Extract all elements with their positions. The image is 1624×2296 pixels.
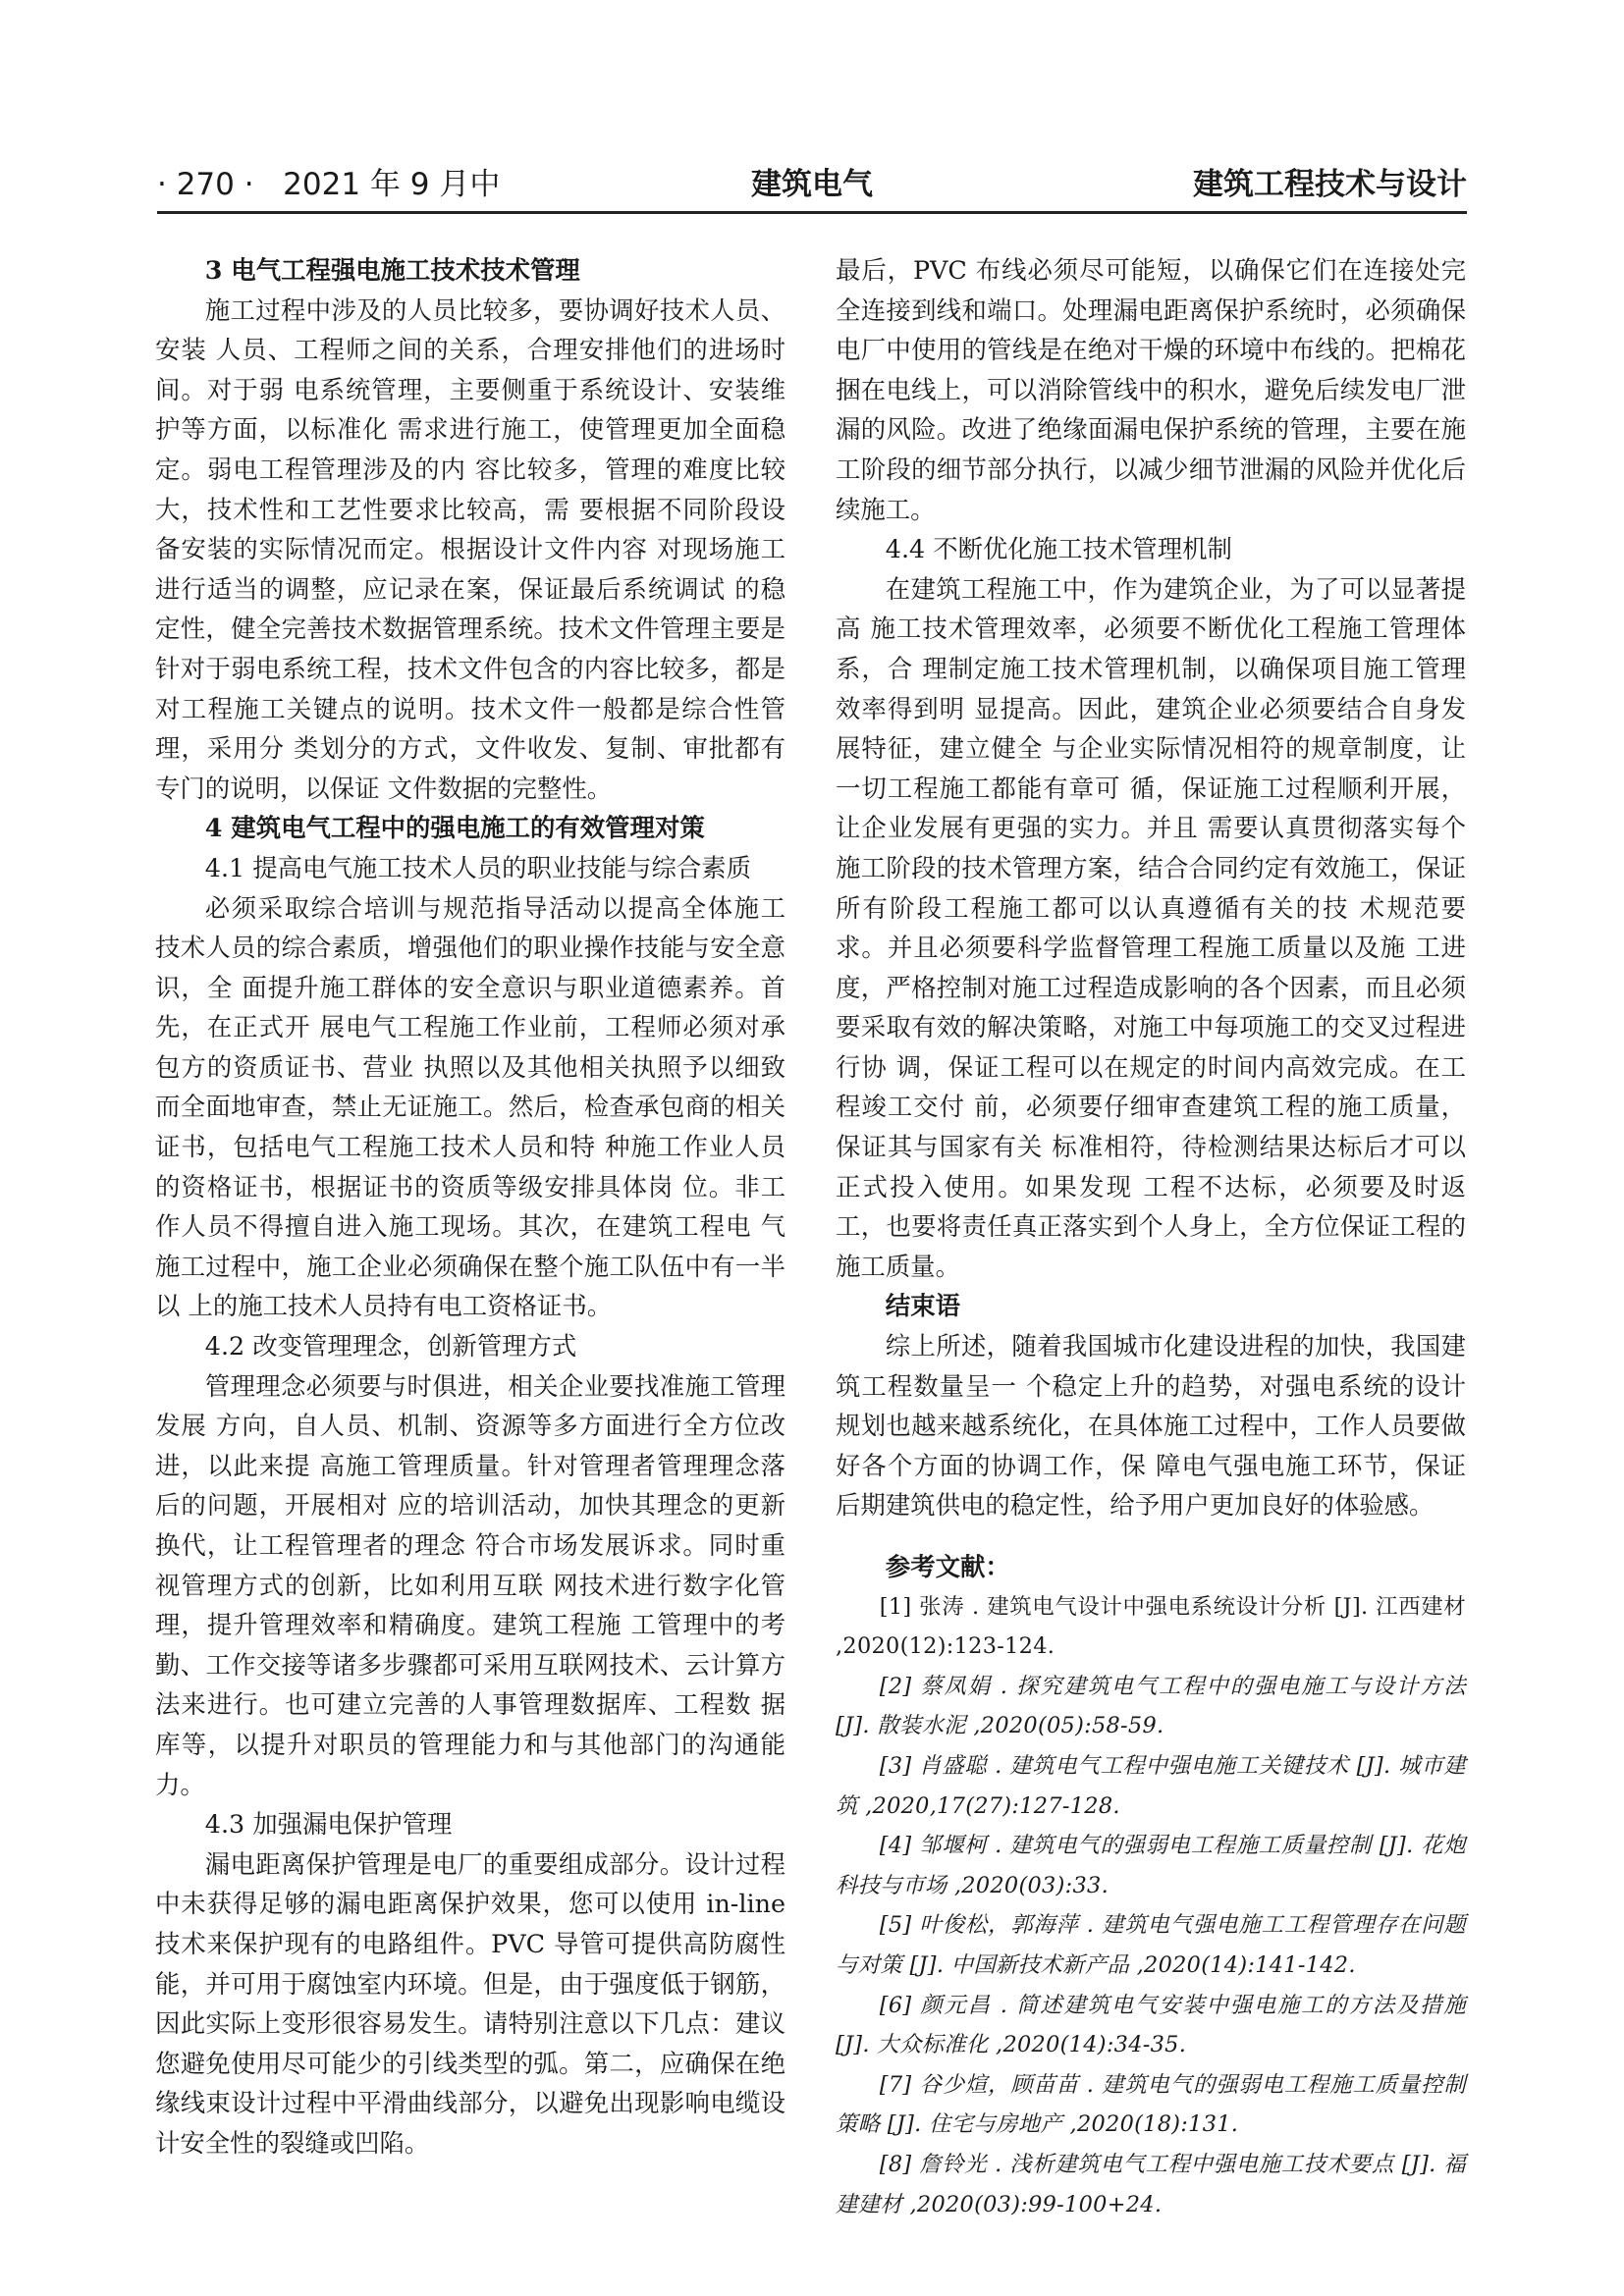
heading-4-4: 4.4 不断优化施工技术管理机制 bbox=[885, 534, 1232, 564]
reference-item: [8] 詹铃光 . 浅析建筑电气工程中强电施工技术要点 [J]. 福建建材 ,2020(03):99-100+24. bbox=[836, 2151, 1466, 2217]
reference-item: [7] 谷少煊，顾苗苗 . 建筑电气的强弱电工程施工质量控制策略 [J]. 住宅与房地产 ,2020(18):131. bbox=[836, 2071, 1466, 2138]
reference-item: [2] 蔡凤娟 . 探究建筑电气工程中的强电施工与设计方法 [J]. 散装水泥 ,2020(05):58-59. bbox=[836, 1673, 1466, 1739]
paragraph-4-2: 管理理念必须要与时俱进，相关企业要找准施工管理发展 方向，自人员、机制、资源等多方面进行全方位改进，以此来提 高施工管理质量。针对管理者管理理念落后的问题，开展相对 应的培训活动，加快其理念的更新换代，让工程管理者的理念 符合市场发展诉求。同时重视管理方式的创新，比如利用互联 网技术进行数字化管理，提升管理效率和精确度。建筑工程施 工管理中的考勤、工作交接等诸多步骤都可采用互联网技术、云计算方法来进行。也可建立完善的人事管理数据库、工程数 据库等，以提升对职员的管理能力和与其他部门的沟通能力。 bbox=[155, 1370, 785, 1799]
paragraph-4-4: 在建筑工程施工中，作为建筑企业，为了可以显著提高 施工技术管理效率，必须要不断优化工程施工管理体系，合 理制定施工技术管理机制，以确保项目施工管理效率得到明 显提高。因此，建筑企业必须要结合自身发展特征，建立健全 与企业实际情况相符的规章制度，让一切工程施工都能有章可 循，保证施工过程顺利开展，让企业发展有更强的实力。并且 需要认真贯彻落实每个施工阶段的技术管理方案，结合合同约定有效施工，保证所有阶段工程施工都可以认真遵循有关的技 术规范要求。并且必须要科学监督管理工程施工质量以及施 工进度，严格控制对施工过程造成影响的各个因素，而且必须 要采取有效的解决策略，对施工中每项施工的交叉过程进行协 调，保证工程可以在规定的时间内高效完成。在工程竣工交付 前，必须要仔细审查建筑工程的施工质量，保证其与国家有关 标准相符，待检测结果达标后才可以正式投入使用。如果发现 工程不达标，必须要及时返工，也要将责任真正落实到个人身上，全方位保证工程的施工质量。 bbox=[836, 573, 1466, 1281]
page-number: · 270 · bbox=[157, 167, 254, 202]
references-title: 参考文献： bbox=[885, 1552, 1010, 1581]
left-column bbox=[155, 250, 785, 2163]
paragraph-conclusion: 综上所述，随着我国城市化建设进程的加快，我国建筑工程数量呈一 个稳定上升的趋势，对强电系统的设计规划也越来越系统化，在具体施工过程中，工作人员要做好各个方面的协调工作，保 障电气强电施工环节，保证后期建筑供电的稳定性，给予用户更加良好的体验感。 bbox=[836, 1331, 1466, 1521]
heading-4-2: 4.2 改变管理理念，创新管理方式 bbox=[204, 1331, 577, 1362]
issue-date: 2021 年 9 月中 bbox=[283, 167, 501, 202]
reference-item: [5] 叶俊松，郭海萍 . 建筑电气强电施工工程管理存在问题与对策 [J]. 中国新技术新产品 ,2020(14):141-142. bbox=[836, 1912, 1466, 1978]
references-list bbox=[836, 1587, 1466, 2225]
running-header bbox=[157, 155, 1467, 202]
right-column bbox=[836, 250, 1466, 2224]
reference-item: [4] 邹堰柯 . 建筑电气的强弱电工程施工质量控制 [J]. 花炮科技与市场 ,2020(03):33. bbox=[836, 1833, 1466, 1898]
paragraph-3-1: 施工过程中涉及的人员比较多，要协调好技术人员、安装 人员、工程师之间的关系，合理安排他们的进场时间。对于弱 电系统管理，主要侧重于系统设计、安装维护等方面，以标准化 需求进行施工，使管理更加全面稳定。弱电工程管理涉及的内 容比较多，管理的难度比较大，技术性和工艺性要求比较高，需 要根据不同阶段设备安装的实际情况而定。根据设计文件内容 对现场施工进行适当的调整，应记录在案，保证最后系统调试 的稳定性，健全完善技术数据管理系统。技术文件管理主要是 针对于弱电系统工程，技术文件包含的内容比较多，都是对工程施工关键点的说明。技术文件一般都是综合性管理，采用分 类划分的方式，文件收发、复制、审批都有专门的说明，以保证 文件数据的完整性。 bbox=[155, 294, 785, 803]
header-rule bbox=[157, 211, 1467, 214]
section-title: 建筑工程技术与设计 bbox=[1193, 167, 1467, 202]
paragraph-4-3-continued: 最后，PVC 布线必须尽可能短，以确保它们在连接处完全连接到线和端口。处理漏电距离保护系统时，必须确保电厂中使用的管线是在绝对干燥的环境中布线的。把棉花捆在电线上，可以消除管线中的积水，避免后续发电厂泄漏的风险。改进了绝缘面漏电保护系统的管理，主要在施工阶段的细节部分执行，以减少细节泄漏的风险并优化后续施工。 bbox=[836, 255, 1466, 524]
heading-4-3: 4.3 加强漏电保护管理 bbox=[204, 1809, 453, 1840]
heading-section-3: 3 电气工程强电施工技术技术管理 bbox=[204, 255, 580, 285]
reference-item: [3] 肖盛聪 . 建筑电气工程中强电施工关键技术 [J]. 城市建筑 ,2020,17(27):127-128. bbox=[836, 1752, 1466, 1819]
reference-item: [1] 张涛 . 建筑电气设计中强电系统设计分析 [J]. 江西建材 ,2020(12):123-124. bbox=[836, 1593, 1466, 1660]
heading-section-4: 4 建筑电气工程中的强电施工的有效管理对策 bbox=[204, 813, 705, 843]
journal-title: 建筑电气 bbox=[751, 167, 873, 202]
page-number-and-issue bbox=[157, 159, 500, 203]
paragraph-4-3: 漏电距离保护管理是电厂的重要组成部分。设计过程中未获得足够的漏电距离保护效果，您可以使用 in-line 技术来保护现有的电路组件。PVC 导管可提供高防腐性能，并可用于腐蚀室内环境。但是，由于强度低于钢筋，因此实际上变形很容易发生。请特别注意以下几点：建议您避免使用尽可能少的引线类型的弧。第二，应确保在绝缘线束设计过程中平滑曲线部分，以避免出现影响电缆设计安全性的裂缝或凹陷。 bbox=[155, 1848, 785, 2158]
paragraph-4-1: 必须采取综合培训与规范指导活动以提高全体施工 技术人员的综合素质，增强他们的职业操作技能与安全意识，全 面提升施工群体的安全意识与职业道德素养。首先，在正式开 展电气工程施工作业前，工程师必须对承包方的资质证书、营业 执照以及其他相关执照予以细致而全面地审查，禁止无证施工。然后，检查承包商的相关证书，包括电气工程施工技术人员和特 种施工作业人员的资格证书，根据证书的资质等级安排具体岗 位。非工作人员不得擅自进入施工现场。其次，在建筑工程电 气施工过程中，施工企业必须确保在整个施工队伍中有一半以 上的施工技术人员持有电工资格证书。 bbox=[155, 892, 785, 1321]
reference-item: [6] 颜元昌 . 简述建筑电气安装中强电施工的方法及措施 [J]. 大众标准化 ,2020(14):34-35. bbox=[836, 1992, 1466, 2058]
heading-4-1: 4.1 提高电气施工技术人员的职业技能与综合素质 bbox=[204, 852, 752, 882]
heading-conclusion: 结束语 bbox=[885, 1291, 960, 1321]
